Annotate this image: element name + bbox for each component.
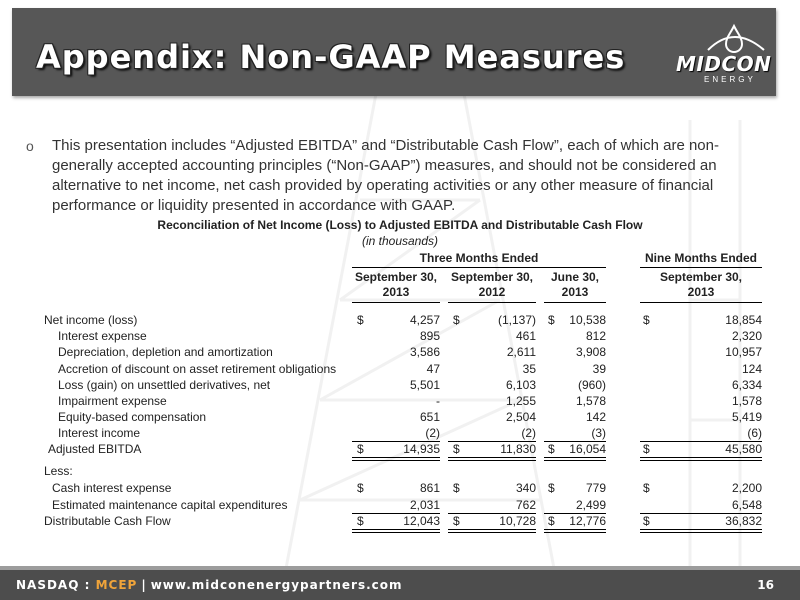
footer-separator: | <box>141 578 147 592</box>
column-header-line1: September 30, <box>354 270 438 284</box>
column-header-line1: September 30, <box>659 270 743 284</box>
row-label: Depreciation, depletion and amortization <box>58 345 273 359</box>
row-label: Equity-based compensation <box>58 410 207 424</box>
column-header <box>640 270 762 303</box>
cell-value: 14,935 <box>403 442 440 456</box>
column-header-line1: June 30, <box>550 270 600 284</box>
column-header-line1: September 30, <box>450 270 534 284</box>
footer-website-link[interactable]: www.midconenergypartners.com <box>150 578 403 592</box>
page-number: 16 <box>757 578 774 592</box>
table-row <box>0 328 800 344</box>
table-row <box>0 480 800 496</box>
cell-value: 2,504 <box>505 410 536 424</box>
cell-value: 2,499 <box>575 498 606 512</box>
cell-value: 2,200 <box>731 481 762 495</box>
cell-value: 3,586 <box>409 345 440 359</box>
cell-value: 2,320 <box>731 329 762 343</box>
total-double-underline <box>544 457 606 461</box>
cell-value: (3) <box>591 426 606 440</box>
dollar-sign: $ <box>548 313 555 327</box>
cell-value: 36,832 <box>725 514 762 528</box>
cell-value: 124 <box>741 362 762 376</box>
page-title: Appendix: Non-GAAP Measures <box>36 38 626 76</box>
column-header <box>448 270 536 303</box>
cell-value: 861 <box>419 481 440 495</box>
dollar-sign: $ <box>453 481 460 495</box>
total-double-underline <box>640 529 762 533</box>
row-label: Distributable Cash Flow <box>44 514 171 528</box>
total-double-underline <box>544 529 606 533</box>
dollar-sign: $ <box>548 442 555 456</box>
table-row <box>0 441 800 457</box>
row-label: Cash interest expense <box>52 481 172 495</box>
cell-value: (960) <box>577 378 606 392</box>
cell-value: 340 <box>515 481 536 495</box>
cell-value: 45,580 <box>725 442 762 456</box>
row-label: Estimated maintenance capital expenditures <box>52 498 288 512</box>
cell-value: - <box>436 394 440 408</box>
slide-footer <box>0 570 800 600</box>
cell-value: 2,611 <box>506 345 536 359</box>
cell-value: 762 <box>515 498 536 512</box>
cell-value: 4,257 <box>409 313 440 327</box>
cell-value: 779 <box>585 481 606 495</box>
table-subtitle: (in thousands) <box>361 234 439 248</box>
dollar-sign: $ <box>357 481 364 495</box>
footer-text <box>16 578 403 592</box>
dollar-sign: $ <box>357 514 364 528</box>
dollar-sign: $ <box>453 514 460 528</box>
row-label: Net income (loss) <box>44 313 138 327</box>
dollar-sign: $ <box>548 514 555 528</box>
row-label: Interest income <box>58 426 141 440</box>
cell-value: 12,776 <box>569 514 606 528</box>
cell-value: 6,548 <box>731 498 762 512</box>
dollar-sign: $ <box>643 514 650 528</box>
intro-text: This presentation includes “Adjusted EBITDA” and “Distributable Cash Flow”, each of which are non-generally accepted accounting principles (“Non-GAAP”) measures, and should not be considered an alternative to net income, net cash provided by operating activities or any other measure of financial performance or liquidity presented in accordance with GAAP. <box>52 137 719 214</box>
table-row <box>0 344 800 360</box>
total-double-underline <box>640 457 762 461</box>
cell-value: 18,854 <box>725 313 762 327</box>
column-header <box>352 270 440 303</box>
cell-value: 651 <box>419 410 440 424</box>
table-row <box>0 361 800 377</box>
column-header <box>544 270 606 303</box>
cell-value: 5,419 <box>731 410 762 424</box>
table-title: Reconciliation of Net Income (Loss) to Adjusted EBITDA and Distributable Cash Flow <box>157 218 643 232</box>
bullet-icon: o <box>26 138 34 154</box>
column-header-line2: 2012 <box>478 285 506 299</box>
cell-value: 10,957 <box>725 345 762 359</box>
cell-value: (1,137) <box>497 313 536 327</box>
cell-value: 1,578 <box>731 394 762 408</box>
column-header-line2: 2013 <box>687 285 715 299</box>
cell-value: 3,908 <box>575 345 606 359</box>
cell-value: 39 <box>592 362 606 376</box>
row-label: Impairment expense <box>58 394 167 408</box>
row-label: Less: <box>44 464 73 478</box>
table-row <box>0 409 800 425</box>
cell-value: (2) <box>425 426 440 440</box>
cell-value: 10,728 <box>499 514 536 528</box>
dollar-sign: $ <box>643 481 650 495</box>
row-label: Loss (gain) on unsettled derivatives, net <box>58 378 271 392</box>
cell-value: 142 <box>585 410 606 424</box>
column-header-line2: 2013 <box>561 285 589 299</box>
cell-value: 10,538 <box>569 313 606 327</box>
cell-value: 11,830 <box>500 442 536 456</box>
logo-wordmark: MIDCON <box>676 52 772 76</box>
dollar-sign: $ <box>548 481 555 495</box>
table-row <box>0 463 800 479</box>
cell-value: 16,054 <box>569 442 606 456</box>
cell-value: 895 <box>419 329 440 343</box>
cell-value: 6,103 <box>505 378 536 392</box>
row-label: Adjusted EBITDA <box>48 442 142 456</box>
row-label: Accretion of discount on asset retirement obligations <box>58 362 337 376</box>
cell-value: 35 <box>522 362 536 376</box>
footer-exchange: NASDAQ : <box>16 578 96 592</box>
total-double-underline <box>448 529 536 533</box>
table-row <box>0 312 800 328</box>
table-row <box>0 513 800 529</box>
cell-value: (6) <box>747 426 762 440</box>
dollar-sign: $ <box>453 313 460 327</box>
row-label: Interest expense <box>58 329 147 343</box>
footer-ticker: MCEP <box>95 578 138 592</box>
cell-value: 6,334 <box>731 378 762 392</box>
total-double-underline <box>352 529 440 533</box>
cell-value: 5,501 <box>409 378 440 392</box>
cell-value: 2,031 <box>409 498 440 512</box>
cell-value: 812 <box>585 329 606 343</box>
dollar-sign: $ <box>357 313 364 327</box>
column-header-line2: 2013 <box>382 285 410 299</box>
group-header-nine-months: Nine Months Ended <box>640 250 762 268</box>
dollar-sign: $ <box>643 442 650 456</box>
table-row <box>0 497 800 513</box>
table-row <box>0 393 800 409</box>
dollar-sign: $ <box>357 442 364 456</box>
total-double-underline <box>352 457 440 461</box>
table-row <box>0 425 800 441</box>
total-double-underline <box>448 457 536 461</box>
group-header-three-months: Three Months Ended <box>352 250 606 268</box>
cell-value: 12,043 <box>403 514 440 528</box>
cell-value: 1,578 <box>575 394 606 408</box>
cell-value: 461 <box>515 329 536 343</box>
logo-subtext: ENERGY <box>704 75 756 84</box>
cell-value: 47 <box>426 362 440 376</box>
table-row <box>0 377 800 393</box>
cell-value: (2) <box>521 426 536 440</box>
cell-value: 1,255 <box>505 394 536 408</box>
dollar-sign: $ <box>453 442 460 456</box>
dollar-sign: $ <box>643 313 650 327</box>
